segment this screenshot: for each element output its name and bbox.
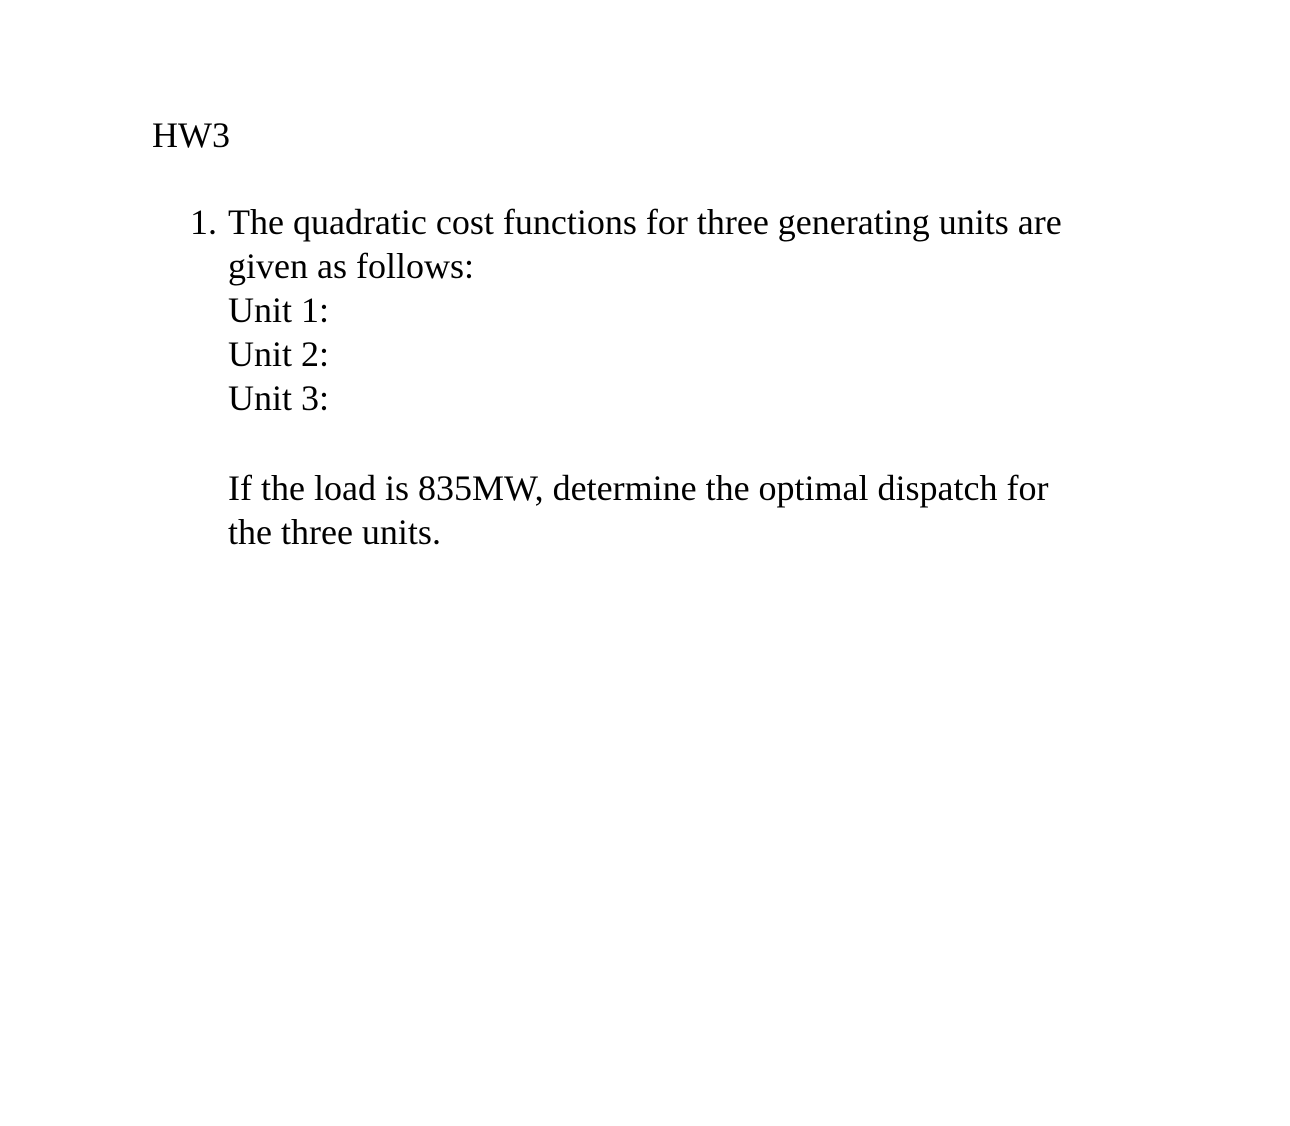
intro-line-2: given as follows:: [228, 246, 474, 286]
problem-number: 1.: [190, 202, 217, 242]
question-line-1: If the load is 835MW, determine the optimal dispatch for: [228, 468, 1049, 508]
problem-body: [228, 200, 1148, 554]
document-title: HW3: [152, 115, 230, 155]
paragraph-spacer: [228, 420, 1148, 466]
unit-3-label: Unit 3:: [228, 378, 330, 418]
unit-1-label: Unit 1:: [228, 290, 330, 330]
question-line-2: the three units.: [228, 512, 441, 552]
unit-2-label: Unit 2:: [228, 334, 330, 374]
intro-line-1: The quadratic cost functions for three generating units are: [228, 202, 1062, 242]
